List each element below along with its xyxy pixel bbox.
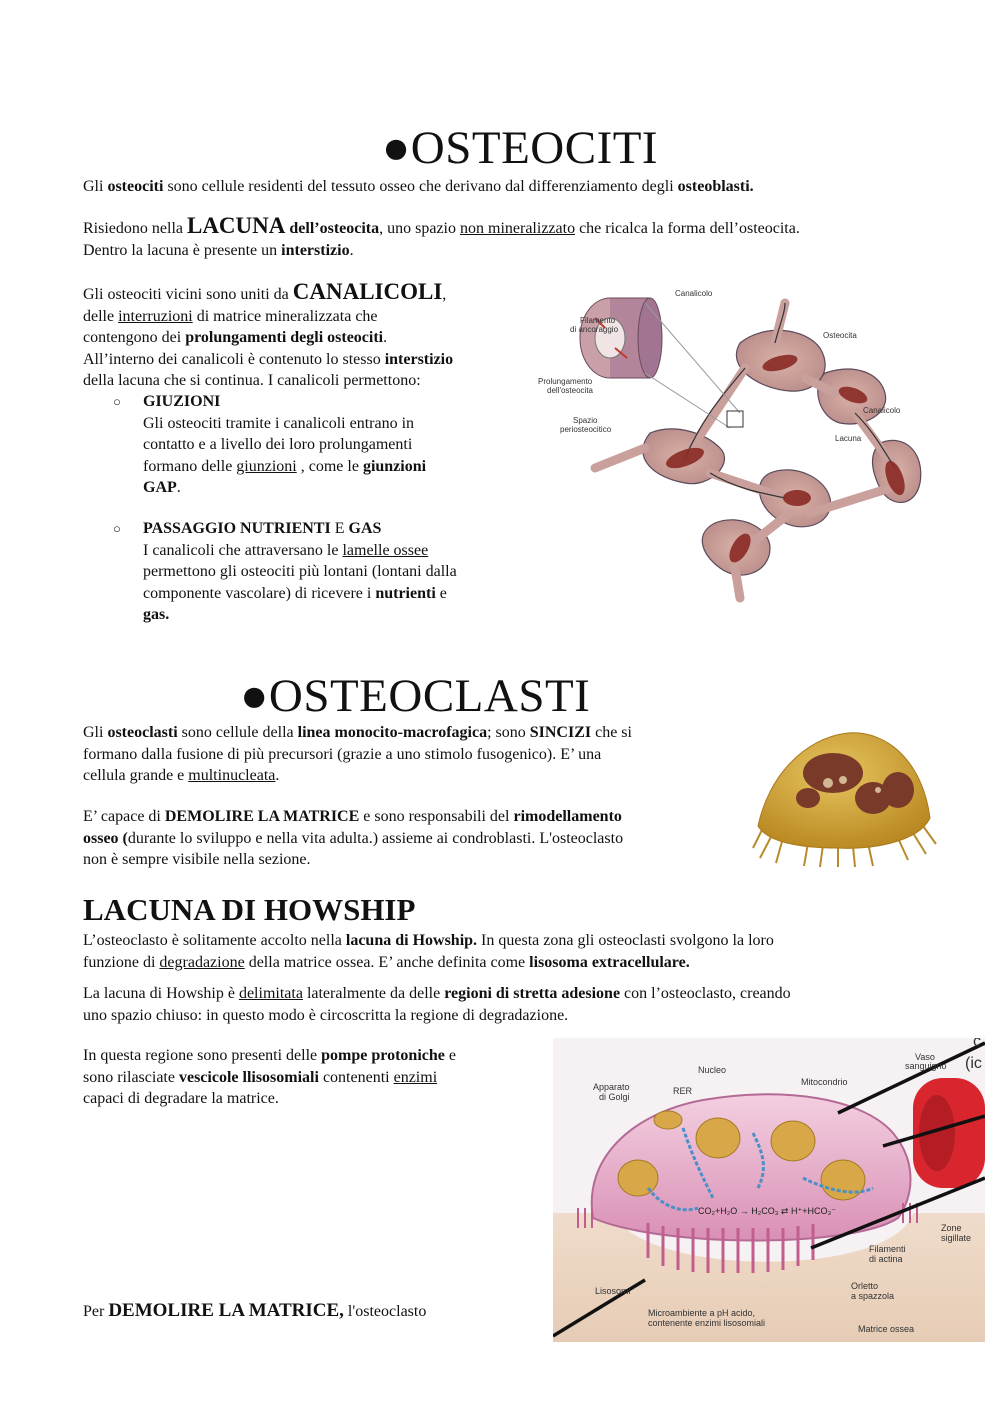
demolire-paragraph: E’ capace di DEMOLIRE LA MATRICE e sono responsabili del rimodellamento osseo (durante lo sviluppo e nella vita adulta.) assieme ai condroblasti. L'osteoclasto non è sempre visibile nella sezione.	[83, 808, 624, 868]
label-orletto: Orletto	[851, 1281, 879, 1291]
osteociti-intro: Gli osteociti sono cellule residenti del tessuto osseo che derivano dal differenziamento degli osteoblasti.	[83, 178, 754, 195]
label-matrice: Matrice ossea	[858, 1324, 915, 1334]
label-orletto-2: a spazzola	[851, 1291, 895, 1301]
label-prolungamento-2: dell'osteocita	[547, 386, 593, 395]
label-zone-2: sigillate	[941, 1233, 972, 1243]
delimitata-paragraph: La lacuna di Howship è delimitata lateralmente da delle regioni di stretta adesione con l’osteoclasto, creando uno spazio chiuso: in questo modo è circoscritta la regione di degradazione.	[83, 985, 791, 1024]
howship-intro: L’osteoclasto è solitamente accolto nella lacuna di Howship. In questa zona gli osteoclasti svolgono la loro funzione di degradazione della matrice ossea. E’ anche definita come lisosoma extracellulare.	[83, 932, 774, 971]
label-prolungamento: Prolungamento	[538, 377, 593, 386]
demolire-matrice-line: Per DEMOLIRE LA MATRICE, l'osteoclasto	[83, 1300, 427, 1321]
label-mitocondrio: Mitocondrio	[801, 1077, 848, 1087]
label-microambiente-2: contenente enzimi lisosomiali	[648, 1318, 766, 1328]
label-lacuna: Lacuna	[835, 434, 862, 443]
pompe-paragraph: In questa regione sono presenti delle pompe protoniche e sono rilasciate vescicole llisosomiali contenenti enzimi capaci di degradare la matrice.	[83, 1047, 456, 1107]
label-nucleo: Nucleo	[698, 1065, 727, 1075]
circle-bullet-icon: ○	[113, 394, 121, 409]
circle-bullet-icon: ○	[113, 521, 121, 536]
label-apparato: Apparato	[593, 1082, 630, 1092]
osteociti-title: ●OSTEOCITI	[381, 122, 659, 174]
nutrienti-item: ○ PASSAGGIO NUTRIENTI E GAS I canalicoli che attraversano le lamelle ossee permettono gli osteociti più lontani (lontani dalla componente vascolare) di ricevere i nutrienti e gas.	[113, 520, 457, 623]
label-filamenti-2: di actina	[869, 1254, 903, 1264]
label-apparato-2: di Golgi	[599, 1092, 630, 1102]
label-lisosomi: Lisosomi	[595, 1286, 631, 1296]
label-rer: RER	[673, 1086, 693, 1096]
label-vaso-2: sanguigno	[905, 1061, 947, 1071]
howship-lacuna-diagram	[553, 1038, 985, 1342]
label-equation: CO₂+H₂O → H₂CO₃ ⇄ H⁺+HCO₃⁻	[698, 1206, 836, 1216]
howship-title: LACUNA DI HOWSHIP	[83, 892, 416, 927]
label-spazio: Spazio	[573, 416, 598, 425]
label-filamenti: Filamenti	[869, 1244, 906, 1254]
osteoclasti-intro: Gli osteoclasti sono cellule della linea monocito-macrofagica; sono SINCIZI che si formano dalla fusione di più precursori (grazie a uno stimolo fusogenico). E’ una cellula grande e multinucleata.	[83, 724, 632, 784]
label-canalicolo-top: Canalicolo	[675, 289, 713, 298]
label-osteocita: Osteocita	[823, 331, 857, 340]
label-vaso: Vaso	[915, 1052, 935, 1062]
osteocyte-network-figure	[535, 283, 945, 603]
label-canalicolo-right: Canalicolo	[863, 406, 901, 415]
osteoclast-image	[748, 718, 938, 868]
label-spazio-2: periosteocitico	[560, 425, 612, 434]
label-cut-ic: (ic	[965, 1055, 982, 1072]
canalicoli-paragraph: Gli osteociti vicini sono uniti da CANALICOLI, delle interruzioni di matrice mineralizzata che contengono dei prolungamenti degli osteociti. All’interno dei canalicoli è contenuto lo stesso interstizio della lacuna che si continua. I canalicoli permettono:	[83, 279, 454, 389]
label-cut-c: c	[973, 1038, 981, 1050]
giunzioni-item: ○ GIUZIONI Gli osteociti tramite i canalicoli entrano in contatto e a livello dei loro prolungamenti formano delle giunzioni , come le giunzioni GAP.	[113, 393, 427, 496]
label-filamento: Filamento	[580, 316, 616, 325]
label-filamento-2: di ancoraggio	[570, 325, 619, 334]
lacuna-paragraph: Risiedono nella LACUNA dell’osteocita, uno spazio non mineralizzato che ricalca la forma dell’osteocita. Dentro la lacuna è presente un interstizio.	[83, 213, 800, 259]
label-zone: Zone	[941, 1223, 962, 1233]
label-microambiente: Microambiente a pH acido,	[648, 1308, 756, 1318]
osteoclasti-title: ●OSTEOCLASTI	[240, 670, 591, 722]
